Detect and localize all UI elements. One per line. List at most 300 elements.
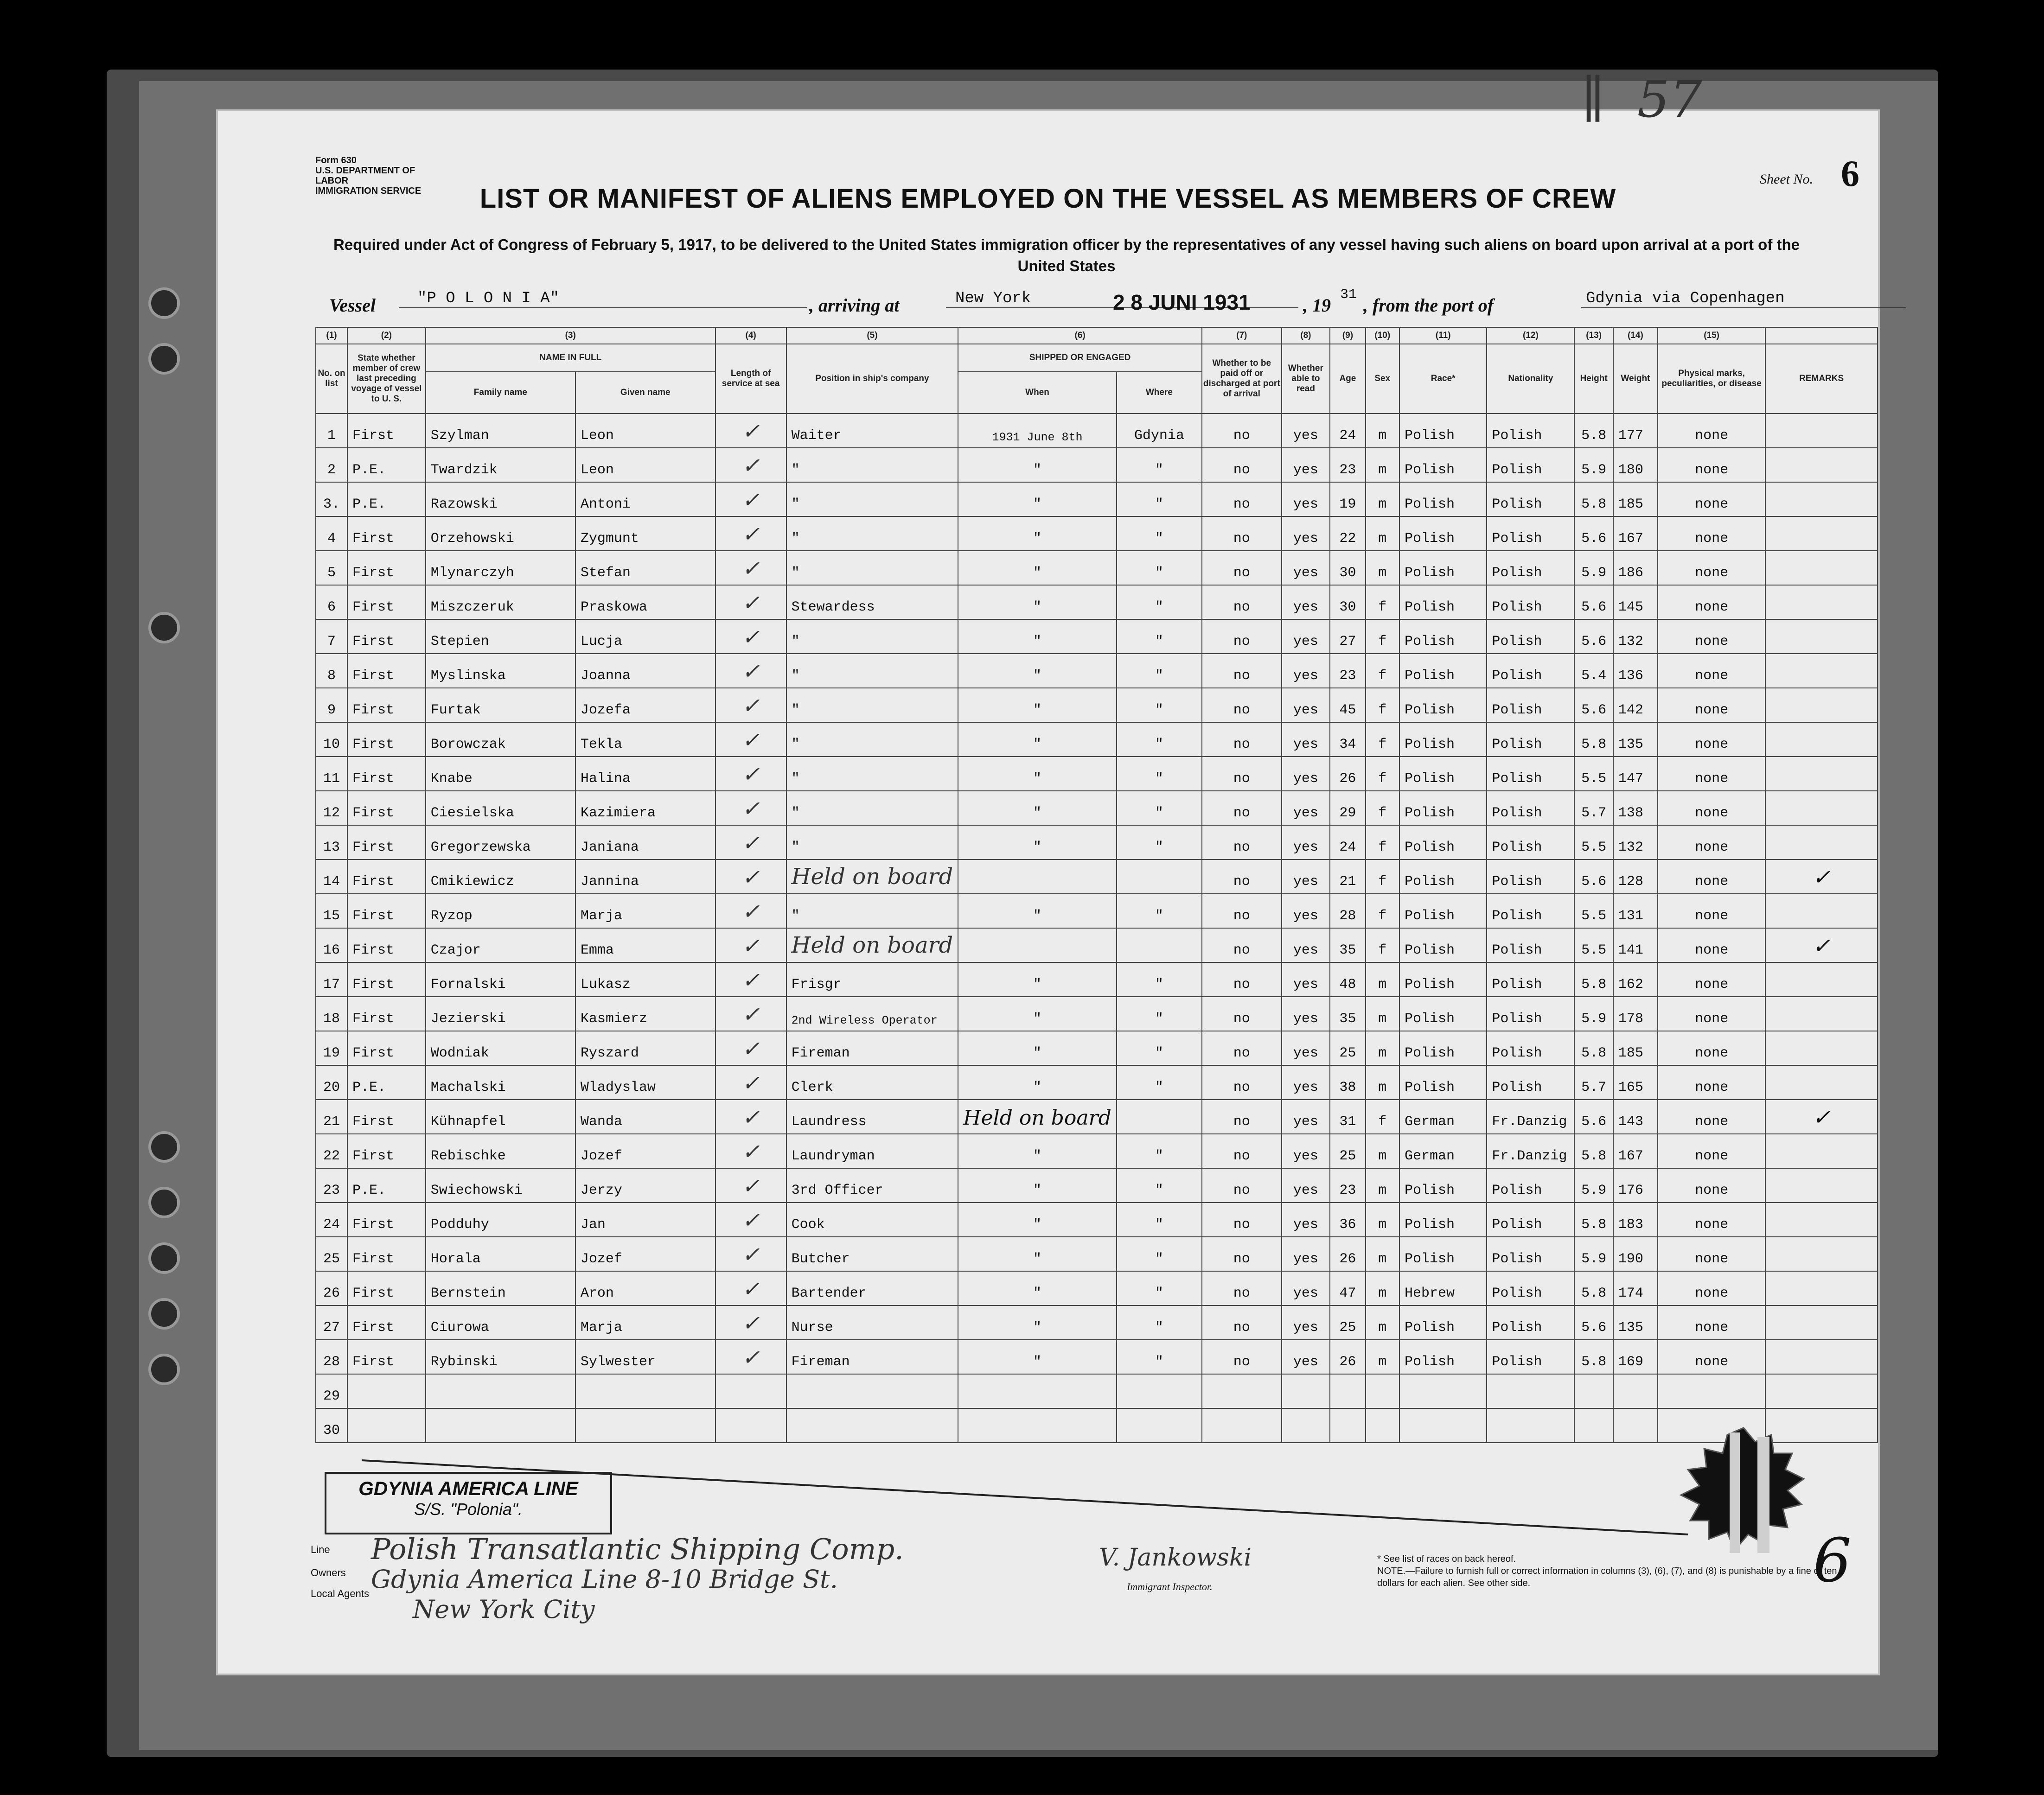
cell-paid-off: no [1202, 1237, 1282, 1271]
length-of-service-check: ✓ [715, 1203, 786, 1237]
cell-weight: 147 [1613, 757, 1658, 791]
cell-sex: m [1366, 1340, 1399, 1374]
table-row [316, 894, 1878, 928]
cell-paid-off: no [1202, 791, 1282, 825]
cell-no: 26 [316, 1271, 347, 1305]
cell-given: Jan [575, 1203, 715, 1237]
cell-when: " [958, 894, 1117, 928]
cell-paid-off: no [1202, 1065, 1282, 1100]
cell-given: Marja [575, 894, 715, 928]
table-row [316, 757, 1878, 791]
cell-height: 5.7 [1574, 791, 1613, 825]
cell-nationality: Polish [1487, 1305, 1574, 1340]
cell-no: 8 [316, 654, 347, 688]
cell-position: Held on board [786, 928, 958, 962]
cell-read: yes [1282, 1134, 1330, 1168]
cell-age: 23 [1330, 654, 1365, 688]
cell-position: 3rd Officer [786, 1168, 958, 1203]
crew-manifest-table [315, 327, 1878, 1443]
cell-remark [1765, 791, 1878, 825]
cell-position: Stewardess [786, 585, 958, 619]
cell-when: " [958, 1237, 1117, 1271]
col-num-2: (2) [347, 327, 426, 344]
cell-state: First [347, 894, 426, 928]
cell-given: Leon [575, 448, 715, 482]
cell-height: 5.6 [1574, 688, 1613, 722]
cell-marks: none [1658, 1340, 1765, 1374]
cell-where: " [1117, 1065, 1202, 1100]
cell-family: Kühnapfel [426, 1100, 575, 1134]
header-state-whether: State whether member of crew last preceding voyage of vessel to U. S. [347, 344, 426, 414]
cell-position: " [786, 482, 958, 516]
cell-nationality: Polish [1487, 414, 1574, 448]
header-sex: Sex [1366, 344, 1399, 414]
cell-family: Razowski [426, 482, 575, 516]
table-row [316, 1065, 1878, 1100]
cell-nationality: Polish [1487, 585, 1574, 619]
cell-nationality: Polish [1487, 654, 1574, 688]
cell-where: " [1117, 516, 1202, 551]
length-of-service-check: ✓ [715, 688, 786, 722]
cell-race [1399, 1408, 1487, 1443]
handwritten-corner-marks: ∥ 57 [1581, 70, 1702, 129]
cell-remark [1765, 585, 1878, 619]
length-of-service-check: ✓ [715, 962, 786, 997]
cell-remark [1765, 1340, 1878, 1374]
cell-paid-off: no [1202, 825, 1282, 859]
cell-when: " [958, 516, 1117, 551]
cell-no: 23 [316, 1168, 347, 1203]
cell-sex: f [1366, 688, 1399, 722]
cell-family: Horala [426, 1237, 575, 1271]
cell-paid-off: no [1202, 962, 1282, 997]
cell-state: First [347, 585, 426, 619]
cell-remark [1765, 722, 1878, 757]
cell-marks: none [1658, 585, 1765, 619]
header-where: Where [1117, 372, 1202, 414]
cell-family: Borowczak [426, 722, 575, 757]
length-of-service-check: ✓ [715, 414, 786, 448]
cell-marks: none [1658, 722, 1765, 757]
col-num-1: (1) [316, 327, 347, 344]
length-of-service-check: ✓ [715, 928, 786, 962]
footer-notes [1377, 1553, 1864, 1589]
cell-position: " [786, 448, 958, 482]
cell-paid-off: no [1202, 1100, 1282, 1134]
cell-where: " [1117, 1031, 1202, 1065]
cell-given: Joanna [575, 654, 715, 688]
cell-read: yes [1282, 1065, 1330, 1100]
cell-state: P.E. [347, 448, 426, 482]
cell-position: " [786, 894, 958, 928]
cell-remark [1765, 757, 1878, 791]
cell-nationality: Polish [1487, 997, 1574, 1031]
cell-when: " [958, 757, 1117, 791]
cell-state: First [347, 928, 426, 962]
cell-height: 5.9 [1574, 1168, 1613, 1203]
cell-sex: m [1366, 551, 1399, 585]
cell-state [347, 1374, 426, 1408]
cell-paid-off: no [1202, 1203, 1282, 1237]
length-of-service-check: ✓ [715, 1031, 786, 1065]
cell-nationality [1487, 1374, 1574, 1408]
cell-age: 45 [1330, 688, 1365, 722]
cell-family: Czajor [426, 928, 575, 962]
cell-weight: 186 [1613, 551, 1658, 585]
cell-marks: none [1658, 894, 1765, 928]
cell-nationality: Polish [1487, 619, 1574, 654]
cell-position [786, 1374, 958, 1408]
cell-marks [1658, 1374, 1765, 1408]
cell-race: Polish [1399, 551, 1487, 585]
header-weight: Weight [1613, 344, 1658, 414]
header-physical-marks: Physical marks, peculiarities, or disease [1658, 344, 1765, 414]
cell-no: 14 [316, 859, 347, 894]
cell-age: 30 [1330, 585, 1365, 619]
cell-where: " [1117, 688, 1202, 722]
cell-marks: none [1658, 448, 1765, 482]
cell-when: " [958, 1168, 1117, 1203]
cell-given: Stefan [575, 551, 715, 585]
length-of-service-check: ✓ [715, 1271, 786, 1305]
length-of-service-check: ✓ [715, 1237, 786, 1271]
cell-read: yes [1282, 1168, 1330, 1203]
cell-marks: none [1658, 859, 1765, 894]
crew-table-body [316, 414, 1878, 1443]
cell-state: First [347, 1100, 426, 1134]
cell-given: Wanda [575, 1100, 715, 1134]
length-of-service-check [715, 1374, 786, 1408]
service-name: IMMIGRATION SERVICE [315, 186, 422, 196]
cell-remark [1765, 516, 1878, 551]
cell-nationality: Polish [1487, 859, 1574, 894]
cell-position: Fireman [786, 1340, 958, 1374]
cell-marks: none [1658, 516, 1765, 551]
cell-race [1399, 1374, 1487, 1408]
cell-where: " [1117, 791, 1202, 825]
cell-age: 27 [1330, 619, 1365, 654]
cell-weight: 165 [1613, 1065, 1658, 1100]
cell-family [426, 1408, 575, 1443]
cell-paid-off: no [1202, 757, 1282, 791]
agents-handwriting: Gdynia America Line 8-10 Bridge St. [371, 1565, 838, 1594]
binder-hole [148, 287, 180, 319]
cell-family: Gregorzewska [426, 825, 575, 859]
cell-when: " [958, 1271, 1117, 1305]
cell-given: Lukasz [575, 962, 715, 997]
binder-hole [148, 612, 180, 643]
cell-no: 4 [316, 516, 347, 551]
cell-where: Gdynia [1117, 414, 1202, 448]
cell-marks: none [1658, 1271, 1765, 1305]
table-row [316, 619, 1878, 654]
cell-race: Polish [1399, 1340, 1487, 1374]
cell-read: yes [1282, 448, 1330, 482]
cell-given: Jannina [575, 859, 715, 894]
cell-weight: 131 [1613, 894, 1658, 928]
cell-when: " [958, 482, 1117, 516]
length-of-service-check [715, 1408, 786, 1443]
cell-height: 5.6 [1574, 619, 1613, 654]
owners-handwriting: Polish Transatlantic Shipping Comp. [371, 1532, 904, 1566]
cell-marks: none [1658, 1134, 1765, 1168]
header-age: Age [1330, 344, 1365, 414]
cell-remark [1765, 1374, 1878, 1408]
cell-remark [1765, 654, 1878, 688]
cell-nationality: Polish [1487, 1237, 1574, 1271]
cell-height: 5.4 [1574, 654, 1613, 688]
cell-read: yes [1282, 619, 1330, 654]
length-of-service-check: ✓ [715, 482, 786, 516]
cell-weight: 141 [1613, 928, 1658, 962]
table-row [316, 654, 1878, 688]
cell-nationality: Polish [1487, 1203, 1574, 1237]
cell-no: 1 [316, 414, 347, 448]
cell-age: 30 [1330, 551, 1365, 585]
cell-family [426, 1374, 575, 1408]
cell-read [1282, 1374, 1330, 1408]
cell-read: yes [1282, 482, 1330, 516]
col-num-3: (3) [426, 327, 715, 344]
cell-read: yes [1282, 962, 1330, 997]
cell-weight [1613, 1408, 1658, 1443]
header-position: Position in ship's company [786, 344, 958, 414]
cell-where: " [1117, 757, 1202, 791]
cell-when: " [958, 825, 1117, 859]
cell-nationality: Polish [1487, 791, 1574, 825]
cell-given: Aron [575, 1271, 715, 1305]
cell-race: Polish [1399, 448, 1487, 482]
cell-when: " [958, 1134, 1117, 1168]
cell-weight: 128 [1613, 859, 1658, 894]
cell-sex: f [1366, 722, 1399, 757]
cell-given: Praskowa [575, 585, 715, 619]
cell-height [1574, 1374, 1613, 1408]
col-num-7: (7) [1202, 327, 1282, 344]
stamp-line-vessel: S/S. "Polonia". [414, 1500, 523, 1519]
cell-read: yes [1282, 894, 1330, 928]
cell-race: Polish [1399, 997, 1487, 1031]
cell-no: 18 [316, 997, 347, 1031]
cell-where: " [1117, 894, 1202, 928]
cell-no: 22 [316, 1134, 347, 1168]
cell-position: Clerk [786, 1065, 958, 1100]
cell-height: 5.6 [1574, 1100, 1613, 1134]
table-row [316, 1168, 1878, 1203]
cell-nationality: Polish [1487, 482, 1574, 516]
cell-race: Polish [1399, 1203, 1487, 1237]
table-row [316, 688, 1878, 722]
cell-family: Mlynarczyh [426, 551, 575, 585]
col-num-remarks [1765, 327, 1878, 344]
length-of-service-check: ✓ [715, 722, 786, 757]
cell-race: Polish [1399, 688, 1487, 722]
cell-nationality: Polish [1487, 516, 1574, 551]
cell-nationality [1487, 1408, 1574, 1443]
cell-height: 5.5 [1574, 894, 1613, 928]
cell-family: Jezierski [426, 997, 575, 1031]
cell-given: Lucja [575, 619, 715, 654]
cell-weight: 177 [1613, 414, 1658, 448]
cell-where [1117, 1100, 1202, 1134]
cell-when: " [958, 1305, 1117, 1340]
cell-weight: 132 [1613, 619, 1658, 654]
cell-race: Polish [1399, 1031, 1487, 1065]
cell-read [1282, 1408, 1330, 1443]
cell-marks: none [1658, 1065, 1765, 1100]
cell-when: " [958, 1065, 1117, 1100]
cell-family: Orzehowski [426, 516, 575, 551]
cell-given: Kasmierz [575, 997, 715, 1031]
cell-position: Waiter [786, 414, 958, 448]
cell-family: Szylman [426, 414, 575, 448]
cell-where [1117, 859, 1202, 894]
cell-race: Polish [1399, 1305, 1487, 1340]
cell-height: 5.6 [1574, 585, 1613, 619]
cell-race: Polish [1399, 894, 1487, 928]
cell-remark [1765, 1203, 1878, 1237]
cell-paid-off: no [1202, 448, 1282, 482]
cell-given [575, 1408, 715, 1443]
year-suffix: 31 [1340, 287, 1357, 303]
cell-sex: m [1366, 1305, 1399, 1340]
cell-marks: none [1658, 1305, 1765, 1340]
cell-position: " [786, 516, 958, 551]
cell-paid-off: no [1202, 516, 1282, 551]
cell-family: Ciesielska [426, 791, 575, 825]
cell-state: First [347, 1203, 426, 1237]
cell-given: Jozef [575, 1134, 715, 1168]
table-row [316, 551, 1878, 585]
cell-height: 5.8 [1574, 1271, 1613, 1305]
department-name: U.S. DEPARTMENT OF LABOR [315, 165, 415, 186]
cell-state: First [347, 1031, 426, 1065]
col-num-13: (13) [1574, 327, 1613, 344]
cell-family: Miszczeruk [426, 585, 575, 619]
cell-no: 6 [316, 585, 347, 619]
binder-hole [148, 343, 180, 375]
cell-remark [1765, 1305, 1878, 1340]
header-remarks: REMARKS [1765, 344, 1878, 414]
cell-weight: 167 [1613, 1134, 1658, 1168]
cell-family: Knabe [426, 757, 575, 791]
table-row [316, 997, 1878, 1031]
cell-where: " [1117, 722, 1202, 757]
cell-given: Antoni [575, 482, 715, 516]
cell-race: German [1399, 1134, 1487, 1168]
cell-given: Halina [575, 757, 715, 791]
cell-height: 5.6 [1574, 859, 1613, 894]
cell-when: " [958, 1340, 1117, 1374]
length-of-service-check: ✓ [715, 1100, 786, 1134]
cell-weight: 190 [1613, 1237, 1658, 1271]
cell-height: 5.9 [1574, 551, 1613, 585]
cell-age: 26 [1330, 1340, 1365, 1374]
length-of-service-check: ✓ [715, 1065, 786, 1100]
local-agents-label: Local Agents [311, 1588, 369, 1599]
cell-where: " [1117, 1271, 1202, 1305]
header-given-name: Given name [575, 372, 715, 414]
cell-remark [1765, 1271, 1878, 1305]
inspector-label: Immigrant Inspector. [1127, 1581, 1213, 1592]
cell-age: 19 [1330, 482, 1365, 516]
cell-age: 25 [1330, 1305, 1365, 1340]
cell-height: 5.8 [1574, 1134, 1613, 1168]
cell-family: Bernstein [426, 1271, 575, 1305]
cell-sex: m [1366, 1168, 1399, 1203]
table-row [316, 414, 1878, 448]
col-num-11: (11) [1399, 327, 1487, 344]
cell-no: 19 [316, 1031, 347, 1065]
cell-weight [1613, 1374, 1658, 1408]
cell-state: First [347, 997, 426, 1031]
city-handwriting: New York City [413, 1595, 595, 1624]
cell-state: First [347, 1340, 426, 1374]
owners-label: Owners [311, 1567, 346, 1579]
cell-height: 5.5 [1574, 825, 1613, 859]
cell-remark [1765, 482, 1878, 516]
length-of-service-check: ✓ [715, 1168, 786, 1203]
cell-paid-off: no [1202, 1305, 1282, 1340]
table-row [316, 1305, 1878, 1340]
cell-paid-off [1202, 1374, 1282, 1408]
cell-paid-off: no [1202, 1271, 1282, 1305]
col-num-8: (8) [1282, 327, 1330, 344]
cell-where: " [1117, 997, 1202, 1031]
cell-position: " [786, 791, 958, 825]
table-row [316, 1100, 1878, 1134]
vessel-line [287, 287, 1818, 322]
cell-nationality: Fr.Danzig [1487, 1100, 1574, 1134]
cell-family: Ryzop [426, 894, 575, 928]
cell-age: 35 [1330, 928, 1365, 962]
cell-race: Polish [1399, 825, 1487, 859]
cell-sex: m [1366, 482, 1399, 516]
cell-marks: none [1658, 757, 1765, 791]
cell-weight: 167 [1613, 516, 1658, 551]
cell-race: Polish [1399, 482, 1487, 516]
cell-position: " [786, 619, 958, 654]
header-shipped-or-engaged: SHIPPED OR ENGAGED [958, 344, 1202, 372]
cell-when [958, 1408, 1117, 1443]
cell-paid-off: no [1202, 1031, 1282, 1065]
cell-when: " [958, 722, 1117, 757]
cell-position: Laundryman [786, 1134, 958, 1168]
cell-remark [1765, 825, 1878, 859]
cell-read: yes [1282, 859, 1330, 894]
cell-height: 5.9 [1574, 997, 1613, 1031]
cell-given: Ryszard [575, 1031, 715, 1065]
cell-nationality: Polish [1487, 1065, 1574, 1100]
cell-age: 35 [1330, 997, 1365, 1031]
cell-no: 10 [316, 722, 347, 757]
length-of-service-check: ✓ [715, 551, 786, 585]
cell-where: " [1117, 1134, 1202, 1168]
cell-family: Myslinska [426, 654, 575, 688]
cell-height: 5.9 [1574, 1237, 1613, 1271]
cell-read: yes [1282, 1203, 1330, 1237]
cell-weight: 143 [1613, 1100, 1658, 1134]
cell-race: Polish [1399, 791, 1487, 825]
cell-no: 2 [316, 448, 347, 482]
cell-sex: f [1366, 757, 1399, 791]
cell-when: " [958, 688, 1117, 722]
cell-where: " [1117, 825, 1202, 859]
cell-given [575, 1374, 715, 1408]
cell-state: First [347, 654, 426, 688]
cell-height: 5.9 [1574, 448, 1613, 482]
cell-given: Jozefa [575, 688, 715, 722]
